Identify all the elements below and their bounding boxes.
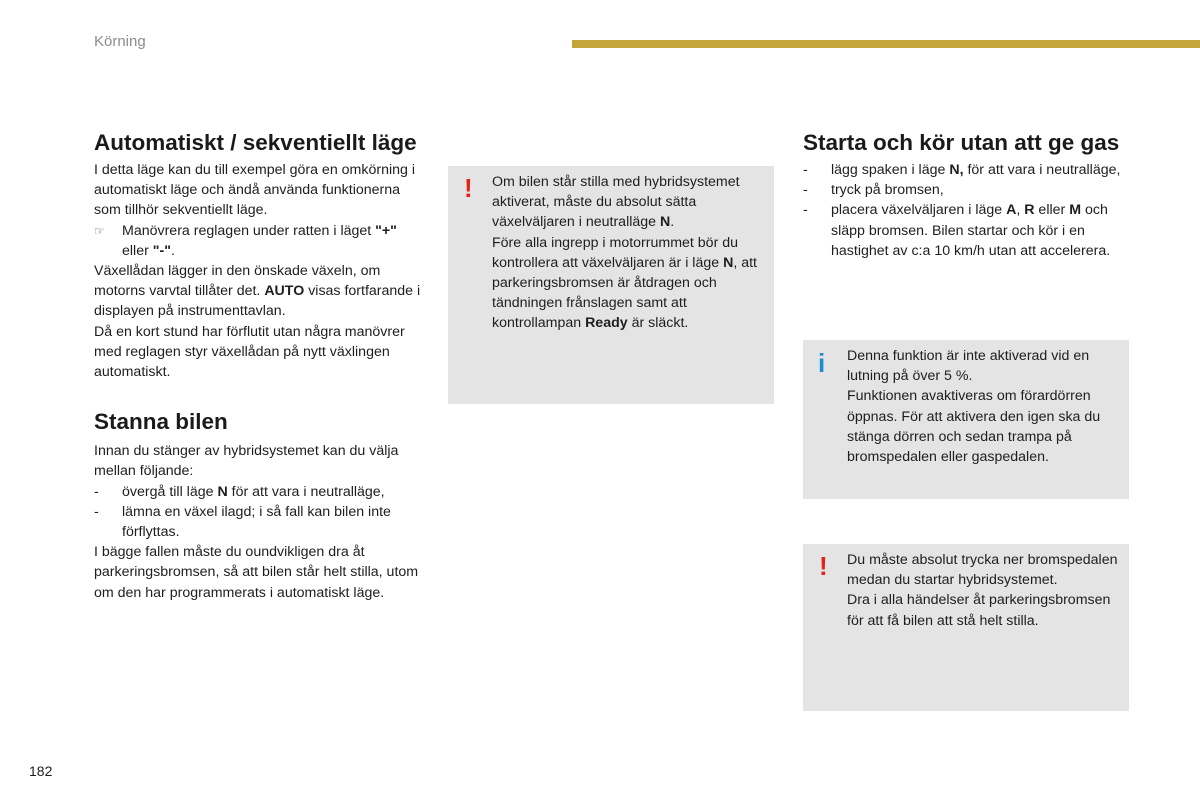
info-icon: i: [818, 348, 826, 378]
gear-text-b: visas fortfarande i displayen på instrumenttavlan.: [94, 283, 421, 320]
option-text: övergå till läge: [122, 483, 218, 500]
brake-warning-text: [847, 550, 1121, 631]
stop-car-heading: Stanna bilen: [94, 409, 228, 435]
option-text: lämna en växel ilagd; i så fall kan bilen inte förflyttas.: [122, 503, 391, 541]
warning-icon: !: [464, 173, 473, 203]
instruction-text: Manövrera reglagen under ratten i läget: [122, 222, 376, 239]
right-column: [803, 130, 1123, 261]
middle-warning-box: [448, 166, 774, 404]
warning-line-end: .: [670, 214, 675, 231]
middle-warning-text: [492, 172, 766, 334]
brake-warning-line-2: Dra i alla händelser åt parkeringsbromsen för att få bilen att stå helt stilla.: [847, 592, 1111, 629]
step-text-end: och släpp bromsen. Bilen startar och kör i en hastighet av c:a 10 km/h utan att accelerera.: [831, 202, 1111, 259]
list-item: [803, 200, 1123, 261]
list-item: [94, 482, 424, 502]
step-or: eller: [1034, 202, 1070, 219]
hand-pointer-icon: ☞: [94, 223, 105, 238]
warning-bold-ready: Ready: [585, 315, 628, 332]
start-without-gas-heading: Starta och kör utan att ge gas: [803, 130, 1120, 155]
warning-bold-n: N: [660, 214, 671, 231]
stop-car-intro: Innan du stänger av hybridsystemet kan du välja mellan följande:: [94, 443, 399, 480]
section-label: Körning: [94, 33, 146, 50]
dash-marker: -: [803, 182, 808, 199]
instruction-plus: "+": [375, 222, 397, 239]
start-steps: [803, 160, 1123, 261]
left-column: [94, 130, 424, 603]
info-box-text: [847, 346, 1121, 467]
warning-icon: !: [819, 551, 828, 581]
warning-line-a: Om bilen står stilla med hybridsystemet aktiverat, måste du absolut sätta växelväljaren i neutralläge: [492, 174, 740, 231]
auto-mode-heading: Automatiskt / sekventiellt läge: [94, 130, 417, 155]
list-item: [94, 221, 424, 261]
dash-marker: -: [803, 162, 808, 178]
dash-marker: -: [94, 483, 99, 500]
step-bold-r: R: [1024, 202, 1035, 219]
auto-mode-instructions: [94, 221, 424, 261]
step-text: tryck på bromsen,: [831, 182, 944, 199]
step-text-end: för att vara i neutralläge,: [963, 162, 1121, 178]
step-text: lägg spaken i läge: [831, 162, 950, 178]
dash-marker: -: [94, 503, 99, 520]
step-text: placera växelväljaren i läge: [831, 202, 1007, 219]
step-sep: ,: [1016, 202, 1025, 219]
info-line-2: Funktionen avaktiveras om förardörren öppnas. För att aktivera den igen ska du stänga dörren och sedan trampa på bromspedalen eller gaspedalen.: [847, 388, 1101, 466]
option-text-end: för att vara i neutralläge,: [227, 483, 385, 500]
list-item: [803, 160, 1123, 180]
option-bold: N: [217, 483, 228, 500]
warning-line-c: , att parkeringsbromsen är åtdragen och tändningen frånslagen samt att kontrollampan: [492, 254, 757, 332]
auto-mode-gear-text: [94, 261, 424, 322]
dash-marker: -: [803, 202, 808, 219]
auto-mode-return-text: Då en kort stund har förflutit utan några manövrer med reglagen styr växellådan på nytt växlingen automatiskt.: [94, 323, 405, 381]
warning-line-b: Före alla ingrepp i motorrummet bör du kontrollera att växelväljaren är i läge: [492, 234, 739, 271]
step-bold: N,: [949, 162, 964, 178]
instruction-end: .: [170, 242, 175, 259]
stop-car-options: [94, 482, 424, 543]
brake-warning-box: [803, 544, 1129, 711]
stop-car-note: I bägge fallen måste du oundvikligen dra åt parkeringsbromsen, så att bilen står helt stilla, utom om den har programmerats i automatiskt läge.: [94, 544, 419, 601]
step-bold-a: A: [1006, 202, 1017, 219]
auto-mode-intro: I detta läge kan du till exempel göra en omkörning i automatiskt läge och ändå använda funktionerna som tillhör sekventiellt läge.: [94, 162, 415, 219]
instruction-minus: "-": [152, 242, 171, 259]
step-bold-m: M: [1069, 202, 1082, 219]
brake-warning-line-1: Du måste absolut trycka ner bromspedalen medan du startar hybridsystemet.: [847, 552, 1118, 589]
warning-line-d: är släckt.: [627, 315, 689, 332]
gear-text-a: Växellådan lägger in den önskade växeln, om motorns varvtal tillåter det.: [94, 263, 381, 300]
info-box: [803, 340, 1129, 499]
header-accent-bar: [572, 40, 1200, 48]
page-number: 182: [29, 763, 53, 779]
warning-bold-n2: N: [723, 254, 734, 271]
instruction-or: eller: [122, 242, 153, 259]
auto-label: AUTO: [264, 283, 305, 300]
info-line-1: Denna funktion är inte aktiverad vid en lutning på över 5 %.: [847, 348, 1090, 385]
list-item: [94, 502, 424, 542]
list-item: [803, 180, 1123, 200]
